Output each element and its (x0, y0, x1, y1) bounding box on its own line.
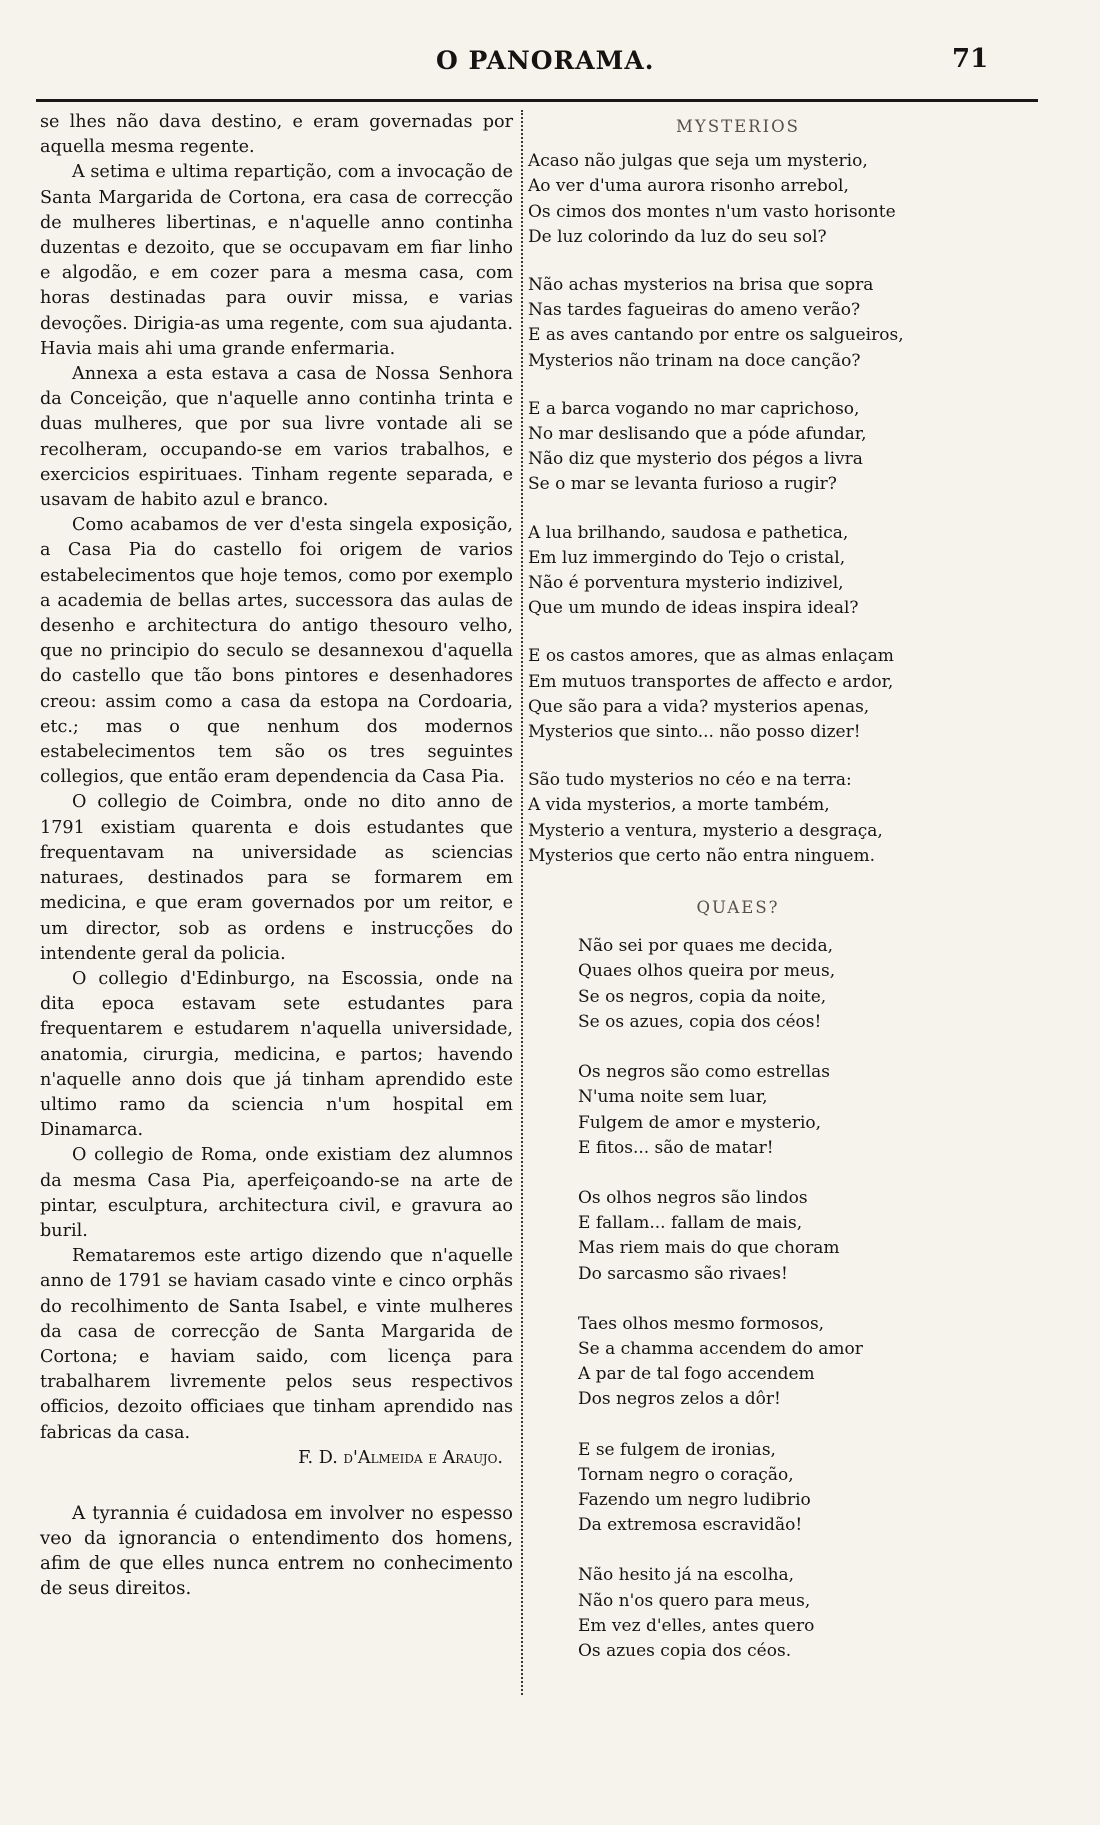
verse-line: Mysterios que sinto... não posso dizer! (528, 722, 861, 743)
stanza (528, 521, 948, 622)
page-number: 71 (952, 44, 989, 74)
poem-title-quaes: QUAES? (696, 898, 780, 918)
verse-line: Que são para a vida? mysterios apenas, (528, 696, 870, 717)
verse-line: Não n'os quero para meus, (578, 1590, 811, 1611)
verse-line: De luz colorindo da luz do seu sol? (528, 226, 827, 247)
column-divider (521, 110, 523, 1695)
poem-quaes (528, 934, 948, 1664)
verse-line: E fallam... fallam de mais, (578, 1213, 803, 1234)
verse-line: Em luz immergindo do Tejo o cristal, (528, 547, 846, 568)
verse-line: Fazendo um negro ludibrio (578, 1489, 811, 1510)
paragraph: A setima e ultima repartição, com a invocação de Santa Margarida de Cortona, era casa de correcção de mulheres libertinas, e n'aquelle anno continha duzentas e dezoito, que se occupavam em fiar linho e algodão, e em cozer para a mesma casa, com horas destinadas para ouvir missa, e varias devoções. Dirigia-as uma regente, com sua ajudanta. Havia mais ahi uma grande enfermaria. (40, 162, 513, 359)
right-column (528, 110, 948, 1689)
paragraph: O collegio d'Edinburgo, na Escossia, onde na dita epoca estavam sete estudantes para frequentarem e estudarem n'aquella universidade, anatomia, cirurgia, medicina, e partos; havendo n'aquelle anno dois que já tinham aprendido este ultimo ramo da sciencia n'um hospital em Dinamarca. (40, 968, 513, 1141)
verse-line: Que um mundo de ideas inspira ideal? (528, 598, 859, 619)
verse-line: A lua brilhando, saudosa e pathetica, (528, 522, 849, 543)
stanza (528, 273, 948, 374)
verse-line: Os negros são como estrellas (578, 1062, 830, 1083)
paragraph: Remataremos este artigo dizendo que n'aquelle anno de 1791 se haviam casado vinte e cinco orphãs do recolhimento de Santa Isabel, e vinte mulheres da casa de correcção de Santa Margarida de Cortona; e haviam saido, com licença para trabalharem livremente pelos seus respectivos officios, dezoito officiaes que tinham aprendido nas fabricas da casa. (40, 1246, 513, 1443)
verse-line: Não diz que mysterio dos pégos a livra (528, 449, 863, 470)
verse-line: E a barca vogando no mar caprichoso, (528, 398, 860, 419)
stanza (578, 934, 948, 1035)
verse-line: Ao ver d'uma aurora risonho arrebol, (528, 176, 849, 197)
verse-line: Se os negros, copia da noite, (578, 986, 827, 1007)
verse-line: Taes olhos mesmo formosos, (578, 1313, 825, 1334)
paragraph: Como acabamos de ver d'esta singela exposição, a Casa Pia do castello foi origem de varios estabelecimentos que hoje temos, como por exemplo a academia de bellas artes, successora das aulas de desenho e architectura do antigo thesouro velho, que no principio do seculo se desannexou d'aquella do castello que tão bons pintores e desenhadores creou: assim como a casa da estopa na Cordoaria, etc.; mas o que nenhum dos modernos estabelecimentos tem são os tres seguintes collegios, que então eram dependencia da Casa Pia. (40, 515, 513, 788)
verse-line: Os cimos dos montes n'um vasto horisonte (528, 201, 896, 222)
verse-line: Não sei por quaes me decida, (578, 936, 833, 957)
header-rule (36, 99, 1038, 102)
stanza (528, 644, 948, 745)
verse-line: Não é porventura mysterio indizivel, (528, 573, 844, 594)
verse-line: Tornam negro o coração, (578, 1464, 794, 1485)
stanza (578, 1563, 948, 1664)
paragraph: O collegio de Roma, onde existiam dez alumnos da mesma Casa Pia, aperfeiçoando-se na arte de pintar, esculptura, architectura civil, e gravura ao buril. (40, 1145, 513, 1241)
stanza (528, 397, 948, 498)
verse-line: Se o mar se levanta furioso a rugir? (528, 474, 837, 495)
verse-line: Da extremosa escravidão! (578, 1515, 803, 1536)
author-signature: F. D. d'Almeida e Araujo. (298, 1447, 503, 1468)
verse-line: E fitos... são de matar! (578, 1137, 774, 1158)
maxim-paragraph: A tyrannia é cuidadosa em involver no espesso veo da ignorancia o entendimento dos homens, afim de que elles nunca entrem no conhecimento de seus direitos. (40, 1502, 513, 1599)
verse-line: Os azues copia dos céos. (578, 1640, 792, 1661)
verse-line: Fulgem de amor e mysterio, (578, 1112, 822, 1133)
verse-line: Em mutuos transportes de affecto e ardor, (528, 671, 894, 692)
verse-line: Acaso não julgas que seja um mysterio, (528, 151, 868, 172)
stanza (528, 768, 948, 869)
verse-line: Os olhos negros são lindos (578, 1187, 808, 1208)
stanza (578, 1186, 948, 1287)
verse-line: Não achas mysterios na brisa que sopra (528, 275, 874, 296)
verse-line: Do sarcasmo são rivaes! (578, 1263, 788, 1284)
paragraph: se lhes não dava destino, e eram governadas por aquella mesma regente. (40, 112, 513, 158)
journal-title: O PANORAMA. (436, 46, 655, 75)
spacer (40, 1471, 513, 1501)
verse-line: E os castos amores, que as almas enlaçam (528, 646, 894, 667)
stanza (578, 1438, 948, 1539)
paragraph: Annexa a esta estava a casa de Nossa Senhora da Conceição, que n'aquelle anno continha trinta e duas mulheres, que por sua livre vontade ali se recolheram, occupando-se em varios trabalhos, e exercicios espirituaes. Tinham regente separada, e usavam de habito azul e branco. (40, 364, 513, 511)
stanza (528, 149, 948, 250)
verse-line: No mar deslisando que a póde afundar, (528, 424, 867, 445)
verse-line: Em vez d'elles, antes quero (578, 1615, 815, 1636)
verse-line: N'uma noite sem luar, (578, 1087, 768, 1108)
verse-line: Não hesito já na escolha, (578, 1565, 795, 1586)
verse-line: Se os azues, copia dos céos! (578, 1011, 822, 1032)
verse-line: Nas tardes fagueiras do ameno verão? (528, 300, 861, 321)
verse-line: Mysterios não trinam na doce canção? (528, 350, 861, 371)
verse-line: Mysterios que certo não entra ninguem. (528, 845, 876, 866)
page-header (0, 0, 1100, 100)
verse-line: Mysterio a ventura, mysterio a desgraça, (528, 820, 883, 841)
verse-line: Dos negros zelos a dôr! (578, 1389, 781, 1410)
verse-line: Quaes olhos queira por meus, (578, 961, 836, 982)
verse-line: E as aves cantando por entre os salgueiros, (528, 325, 904, 346)
poem-mysterios (528, 149, 948, 869)
verse-line: A par de tal fogo accendem (578, 1364, 815, 1385)
verse-line: Mas riem mais do que choram (578, 1238, 840, 1259)
stanza (578, 1060, 948, 1161)
verse-line: A vida mysterios, a morte também, (528, 795, 830, 816)
verse-line: Se a chamma accendem do amor (578, 1338, 863, 1359)
left-column (40, 110, 513, 1601)
verse-line: São tudo mysterios no céo e na terra: (528, 770, 852, 791)
poem-title-mysterios: MYSTERIOS (676, 117, 800, 136)
verse-line: E se fulgem de ironias, (578, 1439, 776, 1460)
paragraph: O collegio de Coimbra, onde no dito anno de 1791 existiam quarenta e dois estudantes que frequentavam na universidade as sciencias naturaes, destinados para se formarem em medicina, e que eram governados por um reitor, e um director, sob as ordens e instrucções do intendente geral da policia. (40, 792, 513, 964)
stanza (578, 1312, 948, 1413)
